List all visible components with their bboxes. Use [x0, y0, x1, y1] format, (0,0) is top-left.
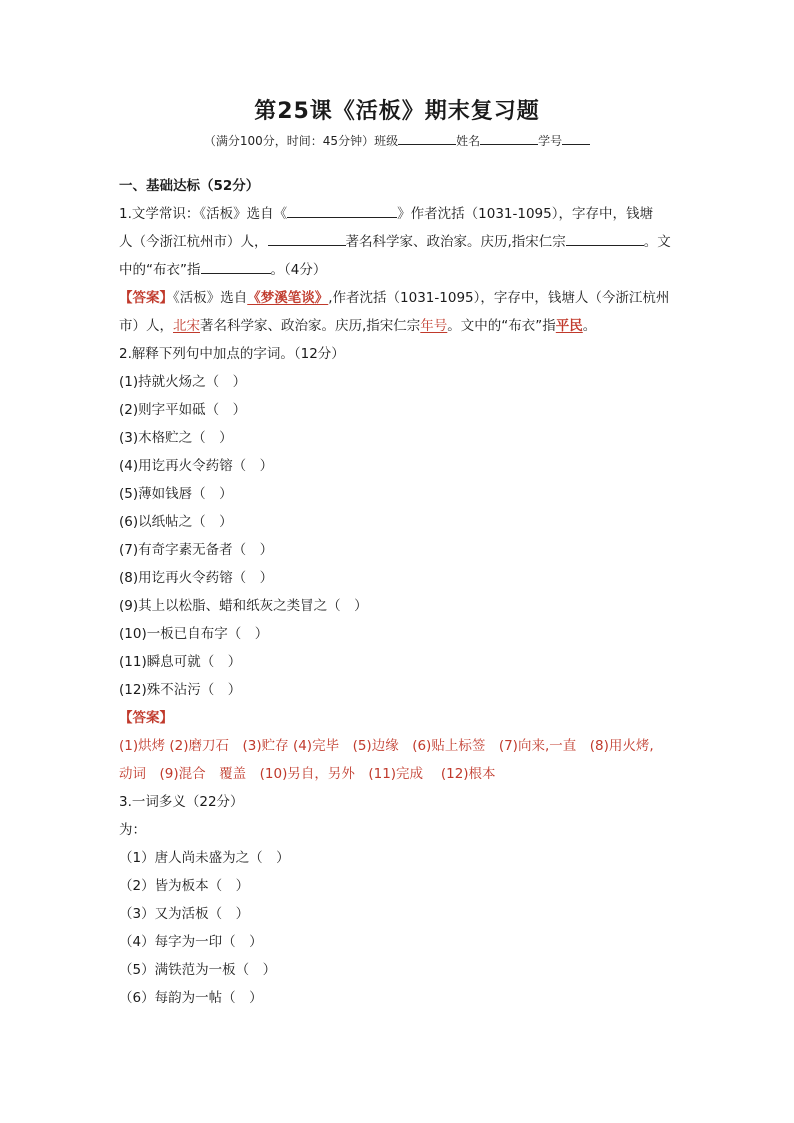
q1-text: 。文 — [643, 234, 671, 250]
answer-highlight: 《梦溪笔谈》 — [247, 290, 329, 306]
student-number-blank[interactable] — [562, 131, 590, 145]
q1-blank-dynasty[interactable] — [268, 232, 346, 246]
q3-heading: 3.一词多义（22分） — [119, 794, 244, 810]
q2-item: (2)则字平如砥（ ） — [119, 402, 247, 418]
q2-item: (8)用讫再火令药镕（ ） — [119, 570, 274, 586]
page-title: 第25课《活板》期末复习题 — [254, 99, 540, 124]
score-time-class-label: （满分100分，时间：45分钟）班级 — [203, 134, 399, 148]
q3-item: （1）唐人尚未盛为之（ ） — [119, 850, 290, 866]
q1-blank-book[interactable] — [287, 204, 397, 218]
q2-heading: 2.解释下列句中加点的字词。（12分） — [119, 346, 345, 362]
q2-item: (3)木格贮之（ ） — [119, 430, 233, 446]
q2-answer-line-2: 动词 (9)混合 覆盖 (10)另自，另外 (11)完成 (12)根本 — [119, 766, 496, 782]
answer-text: 市）人， — [119, 318, 173, 334]
q2-item: (12)殊不沾污（ ） — [119, 682, 242, 698]
answer-highlight: 北宋 — [173, 318, 200, 334]
answer-highlight: 年号 — [420, 318, 448, 334]
student-number-label: 学号 — [538, 134, 563, 148]
q2-item: (5)薄如钱唇（ ） — [119, 486, 233, 502]
answer-tag: 【答案】 — [119, 290, 173, 306]
q1-text: 著名科学家、政治家。庆历,指宋仁宗 — [345, 234, 566, 250]
q2-item: (10)一板已自布字（ ） — [119, 626, 269, 642]
answer-highlight: 平民 — [555, 318, 583, 334]
q1-blank-era[interactable] — [566, 232, 644, 246]
q1-text: 1.文学常识：《活板》选自《 — [119, 206, 288, 222]
q2-item: (6)以纸帖之（ ） — [119, 514, 233, 530]
answer-text: ,作者沈括（1031-1095），字存中，钱塘人（今浙江杭州 — [328, 290, 670, 306]
name-blank[interactable] — [480, 131, 538, 145]
q3-item: （2）皆为板本（ ） — [119, 878, 250, 894]
answer-text: 《活板》选自 — [173, 290, 248, 306]
q3-item: （4）每字为一印（ ） — [119, 934, 263, 950]
q3-item: （3）又为活板（ ） — [119, 906, 250, 922]
q2-item: (9)其上以松脂、蜡和纸灰之类冒之（ ） — [119, 598, 368, 614]
q1-text: 中的“布衣”指 — [119, 262, 201, 278]
q1-answer-line-1 — [119, 288, 669, 308]
q2-answer-line-1: (1)烘烤 (2)磨刀石 (3)贮存 (4)完毕 (5)边缘 (6)贴上标签 (7)向来,一直 (8)用火烤, — [119, 738, 654, 754]
name-label: 姓名 — [456, 134, 481, 148]
answer-text: 。文中的“布衣”指 — [447, 318, 556, 334]
q1-line-1 — [119, 204, 653, 224]
answer-tag: 【答案】 — [119, 710, 173, 726]
q1-text: 》作者沈括（1031-1095），字存中，钱塘 — [397, 206, 653, 222]
q1-blank-buyi[interactable] — [201, 260, 271, 274]
page-subtitle — [0, 131, 794, 151]
q2-item: (7)有奇字素无备者（ ） — [119, 542, 274, 558]
q1-text: 。（4分） — [270, 262, 327, 278]
q2-item: (4)用讫再火令药镕（ ） — [119, 458, 274, 474]
answer-text: 。 — [582, 318, 597, 334]
class-blank[interactable] — [398, 131, 456, 145]
q3-item: （6）每韵为一帖（ ） — [119, 990, 263, 1006]
q3-subheading: 为： — [119, 822, 146, 838]
q3-item: （5）满铁范为一板（ ） — [119, 962, 277, 978]
q1-line-2 — [119, 232, 671, 252]
q2-item: (1)持就火炀之（ ） — [119, 374, 247, 390]
answer-text: 著名科学家、政治家。庆历,指宋仁宗 — [200, 318, 421, 334]
q1-text: 人（今浙江杭州市）人， — [119, 234, 268, 250]
section-heading: 一、基础达标（52分） — [119, 178, 260, 194]
q2-item: (11)瞬息可就（ ） — [119, 654, 242, 670]
q1-line-3 — [119, 260, 326, 280]
q1-answer-line-2 — [119, 316, 596, 336]
